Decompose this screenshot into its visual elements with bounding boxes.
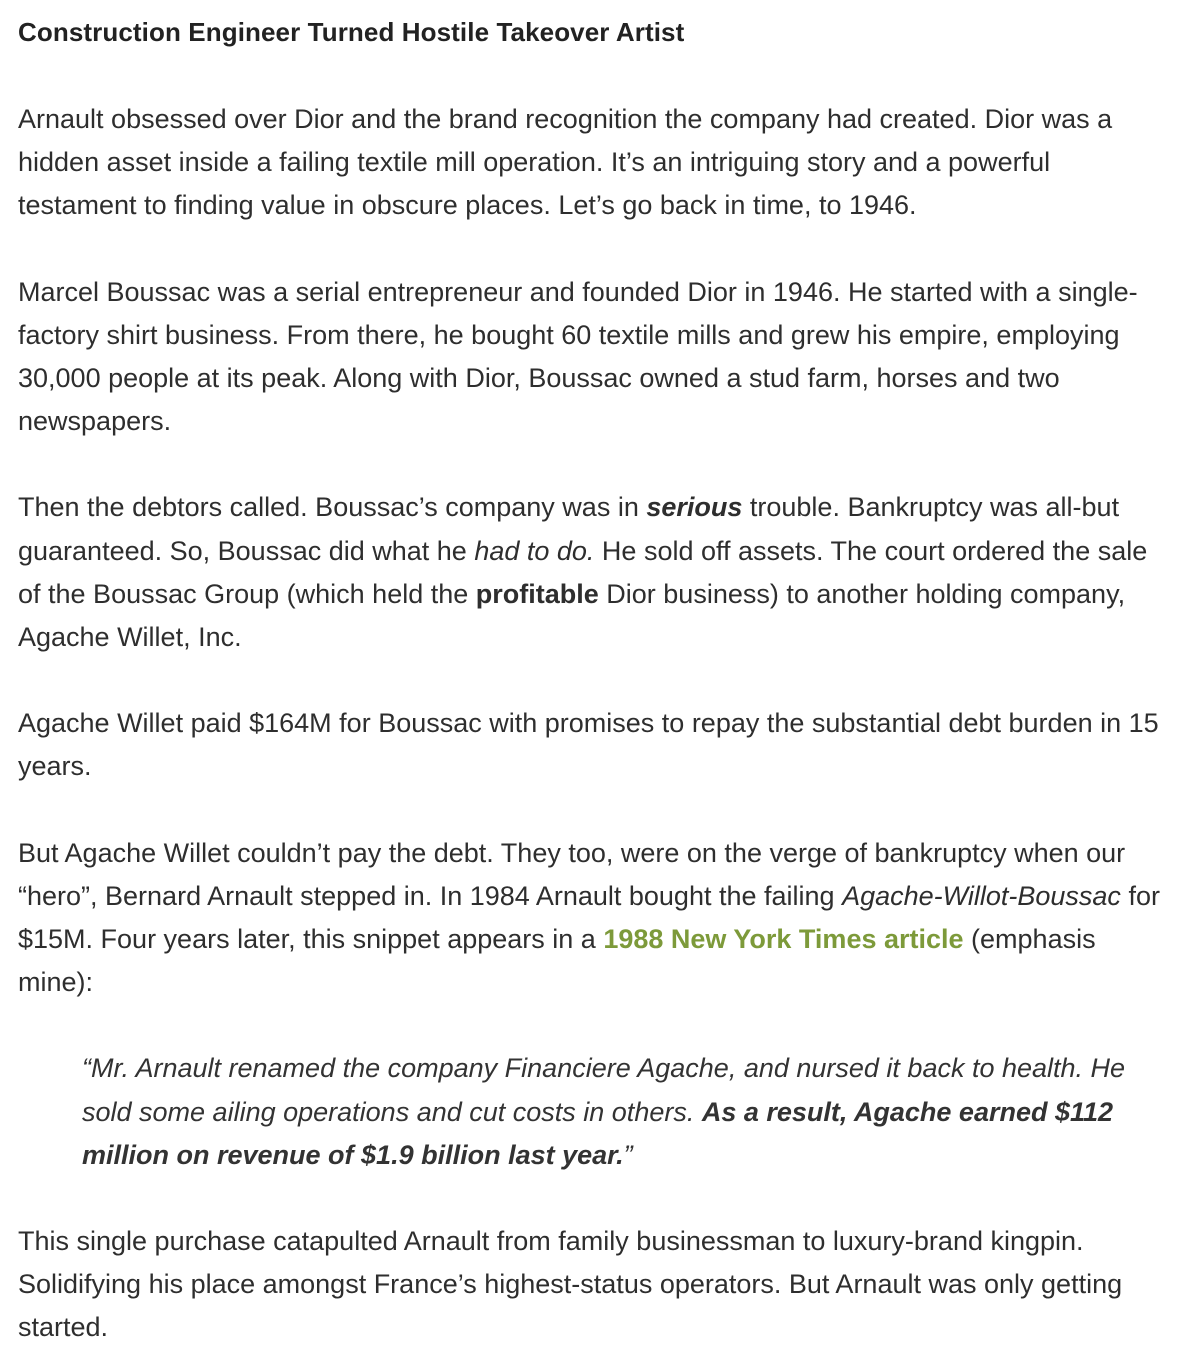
text: “Mr. Arnault renamed the company Financiere Agache, and nursed it back to health. He sold some ailing operations and cut costs in others. <box>82 1053 1126 1127</box>
quote-emphasis: As a result, Agache earned $112 million on revenue of $1.9 billion last year. <box>82 1096 1114 1170</box>
emphasis-serious: serious <box>646 492 743 523</box>
text: ” <box>623 1139 633 1170</box>
paragraph-arnault-steps-in <box>18 832 1170 1005</box>
text: (emphasis mine): <box>18 924 1096 998</box>
paragraph-boussac-background: Marcel Boussac was a serial entrepreneur and founded Dior in 1946. He started with a single-factory shirt business. From there, he bought 60 textile mills and grew his empire, employing 30,000 people at its peak. Along with Dior, Boussac owned a stud farm, horses and two newspapers. <box>18 276 1138 437</box>
text: He sold off assets. The court ordered the sale of the Boussac Group (which held the <box>18 535 1148 609</box>
paragraph-agache-payment: Agache Willet paid $164M for Boussac with promises to repay the substantial debt burden in 15 years. <box>18 708 1159 782</box>
blockquote <box>18 1047 1170 1177</box>
text: trouble. Bankruptcy was all-but guaranteed. So, Boussac did what he <box>18 492 1120 566</box>
paragraph-conclusion: This single purchase catapulted Arnault from family businessman to luxury-brand kingpin. Solidifying his place amongst France’s highest-status operators. But Arnault was only getting started. <box>18 1226 1123 1343</box>
emphasis-had-to-do: had to do. <box>474 535 595 566</box>
text: Then the debtors called. Boussac’s company was in <box>18 492 647 523</box>
nyt-article-link[interactable]: 1988 New York Times article <box>603 924 964 955</box>
text: But Agache Willet couldn’t pay the debt. They too, were on the verge of bankruptcy when our “hero”, Bernard Arnault stepped in. In 1984 Arnault bought the failing <box>18 837 1126 911</box>
emphasis-profitable: profitable <box>475 578 599 609</box>
text: Dior business) to another holding company, Agache Willet, Inc. <box>18 578 1126 653</box>
text: for $15M. Four years later, this snippet appears in a <box>18 880 1160 955</box>
paragraph-dior-obsession: Arnault obsessed over Dior and the brand recognition the company had created. Dior was a hidden asset inside a failing textile mill operation. It’s an intriguing story and a powerful testament to finding value in obscure places. Let’s go back in time, to 1946. <box>18 104 1113 221</box>
section-heading: Construction Engineer Turned Hostile Takeover Artist <box>18 17 685 47</box>
company-name: Agache-Willot-Boussac <box>842 880 1121 911</box>
quote-text <box>82 1047 1170 1177</box>
paragraph-debtors <box>18 486 1170 659</box>
